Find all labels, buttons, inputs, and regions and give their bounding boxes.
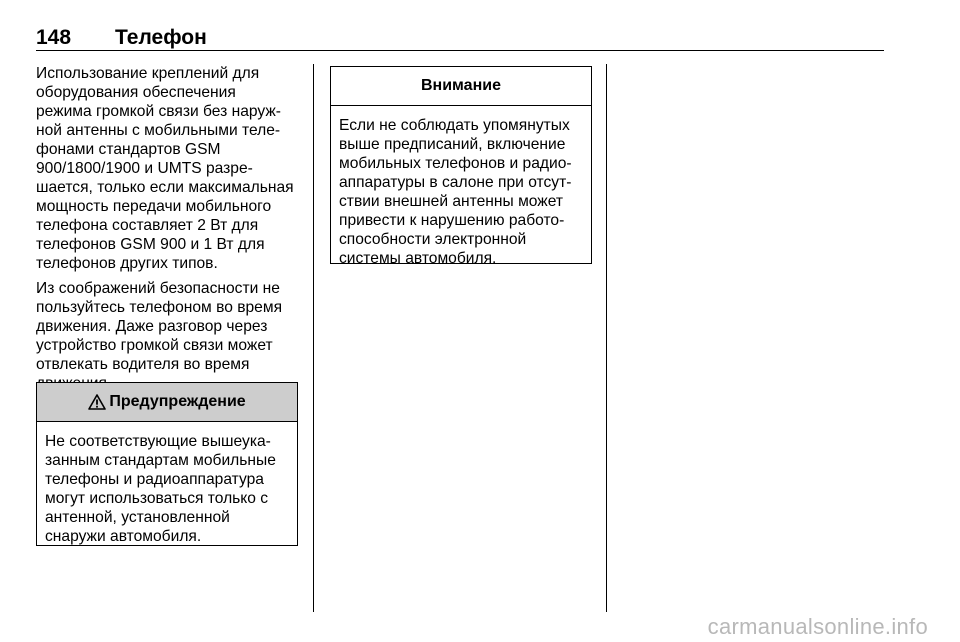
warning-box-header: [37, 383, 297, 422]
section-title: Телефон: [115, 26, 207, 49]
page-header: [36, 26, 884, 51]
warning-box: [36, 382, 298, 546]
warning-box-title: Предупреждение: [109, 393, 246, 410]
warning-box-body: Не соответствующие вышеука- занным стандартам мобильные телефоны и радиоаппаратура могут использоваться только с антенной, установленной снаружи автомобиля.: [45, 433, 276, 545]
caution-box-title: Внимание: [421, 77, 501, 94]
watermark: carmanualsonline.info: [707, 614, 928, 639]
caution-box: [330, 66, 592, 267]
warning-triangle-icon: [88, 394, 106, 410]
paragraph-safety-driving: Из соображений безопасности не пользуйтесь телефоном во время движения. Даже разговор через устройство громкой связи может отвлекать водителя во время: [36, 280, 283, 373]
text-column-1: [36, 64, 300, 393]
column-divider-2: [606, 64, 607, 612]
column-divider-1: [313, 64, 314, 612]
paragraph-hands-free-antenna: Использование креплений для оборудования обеспечения режима громкой связи без наруж- ной антенны с мобильными теле- фонами стандартов GSM 900/1800/1900 и UMTS разре- шается, только если максимальная мощность передачи мобильного телефона составляет 2 Вт для телефонов GSM 900 и 1 Вт для телефонов других типов.: [36, 65, 294, 272]
page-number: 148: [36, 26, 72, 49]
caution-box-header: [331, 67, 591, 106]
caution-box-body: Если не соблюдать упомянутых выше предписаний, включение мобильных телефонов и радио- аппаратуры в салоне при отсут- ствии внешней антенны может привести к нарушению работо- способности электронной системы автомобиля.: [339, 117, 572, 267]
